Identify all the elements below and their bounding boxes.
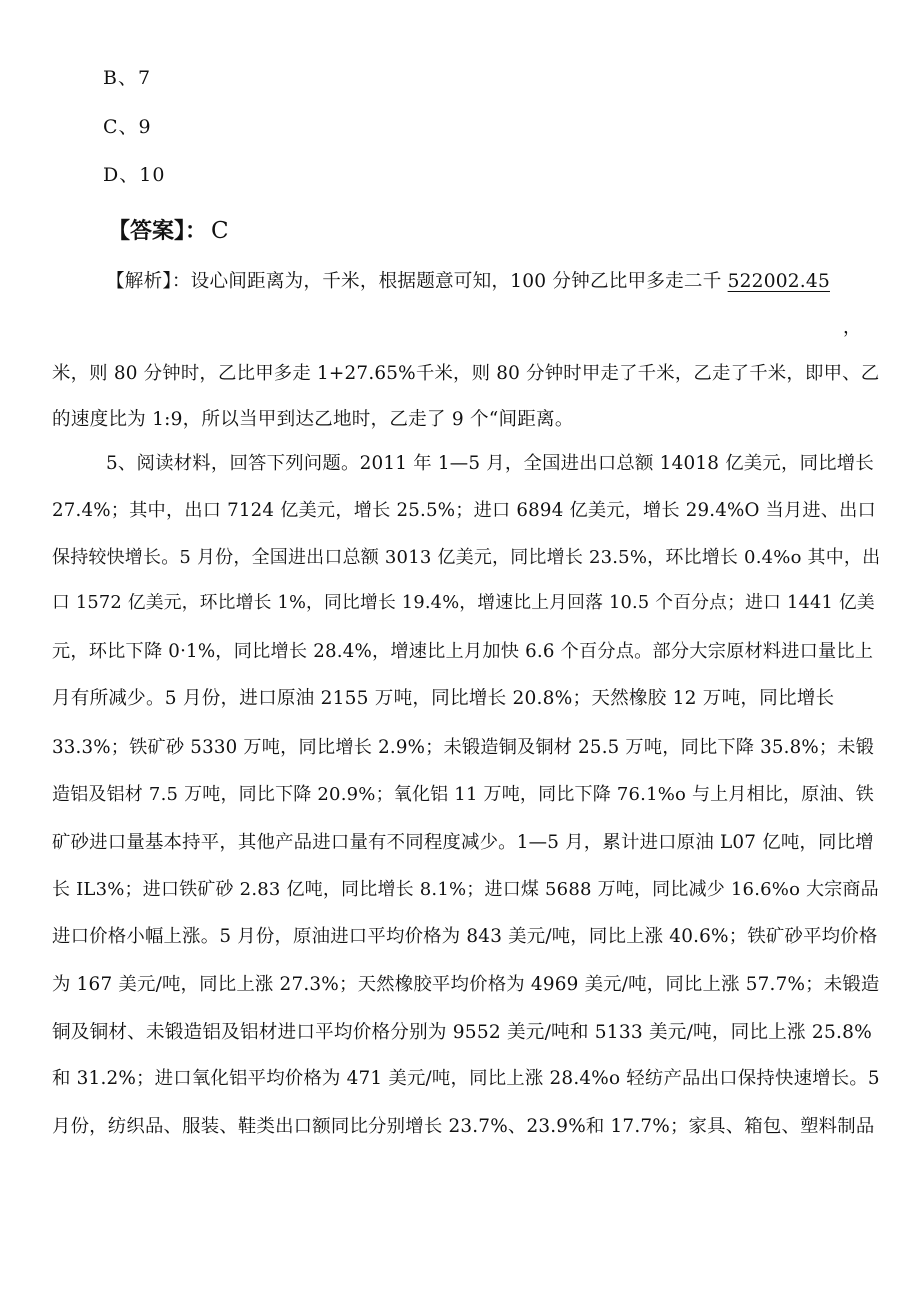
option-b: B、7 xyxy=(103,67,152,89)
question-5-line-4: 口 1572 亿美元，环比增长 1%，同比增长 19.4%，增速比上月回落 10.5 个百分点；进口 1441 亿美 xyxy=(52,592,875,613)
question-5-line-5: 元，环比下降 0·1%，同比增长 28.4%，增速比上月加快 6.6 个百分点。部分大宗原材料进口量比上 xyxy=(52,641,874,662)
question-5-line-8: 造铝及铝材 7.5 万吨，同比下降 20.9%；氧化铝 11 万吨，同比下降 76.1%o 与上月相比，原油、铁 xyxy=(52,784,874,805)
question-5-line-11: 进口价格小幅上涨。5 月份，原油进口平均价格为 843 美元/吨，同比上涨 40.6%；铁矿砂平均价格 xyxy=(52,926,878,947)
question-5-line-2: 27.4%；其中，出口 7124 亿美元，增长 25.5%；进口 6894 亿美元，增长 29.4%O 当月进、出口 xyxy=(52,500,876,521)
question-5-line-6: 月有所减少。5 月份，进口原油 2155 万吨，同比增长 20.8%；天然橡胶 12 万吨，同比增长 xyxy=(52,688,835,709)
explanation-text: 【解析】：设心间距离为，千米，根据题意可知，100 分钟乙比甲多走二千 xyxy=(106,271,728,292)
question-5-line-10: 长 IL3%；进口铁矿砂 2.83 亿吨，同比增长 8.1%；进口煤 5688 万吨，同比减少 16.6%o 大宗商品 xyxy=(52,879,879,900)
option-c: C、9 xyxy=(103,116,152,138)
answer-line xyxy=(108,214,229,245)
question-5-line-14: 和 31.2%；进口氧化铝平均价格为 471 美元/吨，同比上涨 28.4%o 轻纺产品出口保持快速增长。5 xyxy=(52,1068,880,1089)
question-5-line-12: 为 167 美元/吨，同比上涨 27.3%；天然橡胶平均价格为 4969 美元/吨，同比上涨 57.7%；未锻造 xyxy=(52,974,880,995)
answer-label: 【答案】： xyxy=(108,219,208,244)
question-5-line-1: 5、阅读材料，回答下列问题。2011 年 1—5 月，全国进出口总额 14018 亿美元，同比增长 xyxy=(106,453,874,474)
question-5-line-7: 33.3%；铁矿砂 5330 万吨，同比增长 2.9%；未锻造铜及铜材 25.5 万吨，同比下降 35.8%；未锻 xyxy=(52,737,875,758)
explanation-underlined-number: 522002.45 xyxy=(727,271,830,292)
explanation-line-2: 米，则 80 分钟时，乙比甲多走 1+27.65%千米，则 80 分钟时甲走了千米，乙走了千米，即甲、乙 xyxy=(52,363,880,384)
answer-value: C xyxy=(211,218,229,244)
option-d: D、10 xyxy=(103,164,166,186)
explanation-line-1 xyxy=(106,267,830,293)
question-5-line-3: 保持较快增长。5 月份，全国进出口总额 3013 亿美元，同比增长 23.5%，环比增长 0.4%o 其中，出 xyxy=(52,547,881,568)
question-5-line-15: 月份，纺织品、服装、鞋类出口额同比分别增长 23.7%、23.9%和 17.7%；家具、箱包、塑料制品 xyxy=(52,1116,875,1137)
question-5-line-13: 铜及铜材、未锻造铝及铝材进口平均价格分别为 9552 美元/吨和 5133 美元/吨，同比上涨 25.8% xyxy=(52,1022,872,1043)
explanation-line-3: 的速度比为 1:9，所以当甲到达乙地时，乙走了 9 个“间距离。 xyxy=(52,409,574,430)
question-5-line-9: 矿砂进口量基本持平，其他产品进口量有不同程度减少。1—5 月，累计进口原油 L07 亿吨，同比增 xyxy=(52,832,874,853)
stray-comma: ， xyxy=(843,317,861,338)
